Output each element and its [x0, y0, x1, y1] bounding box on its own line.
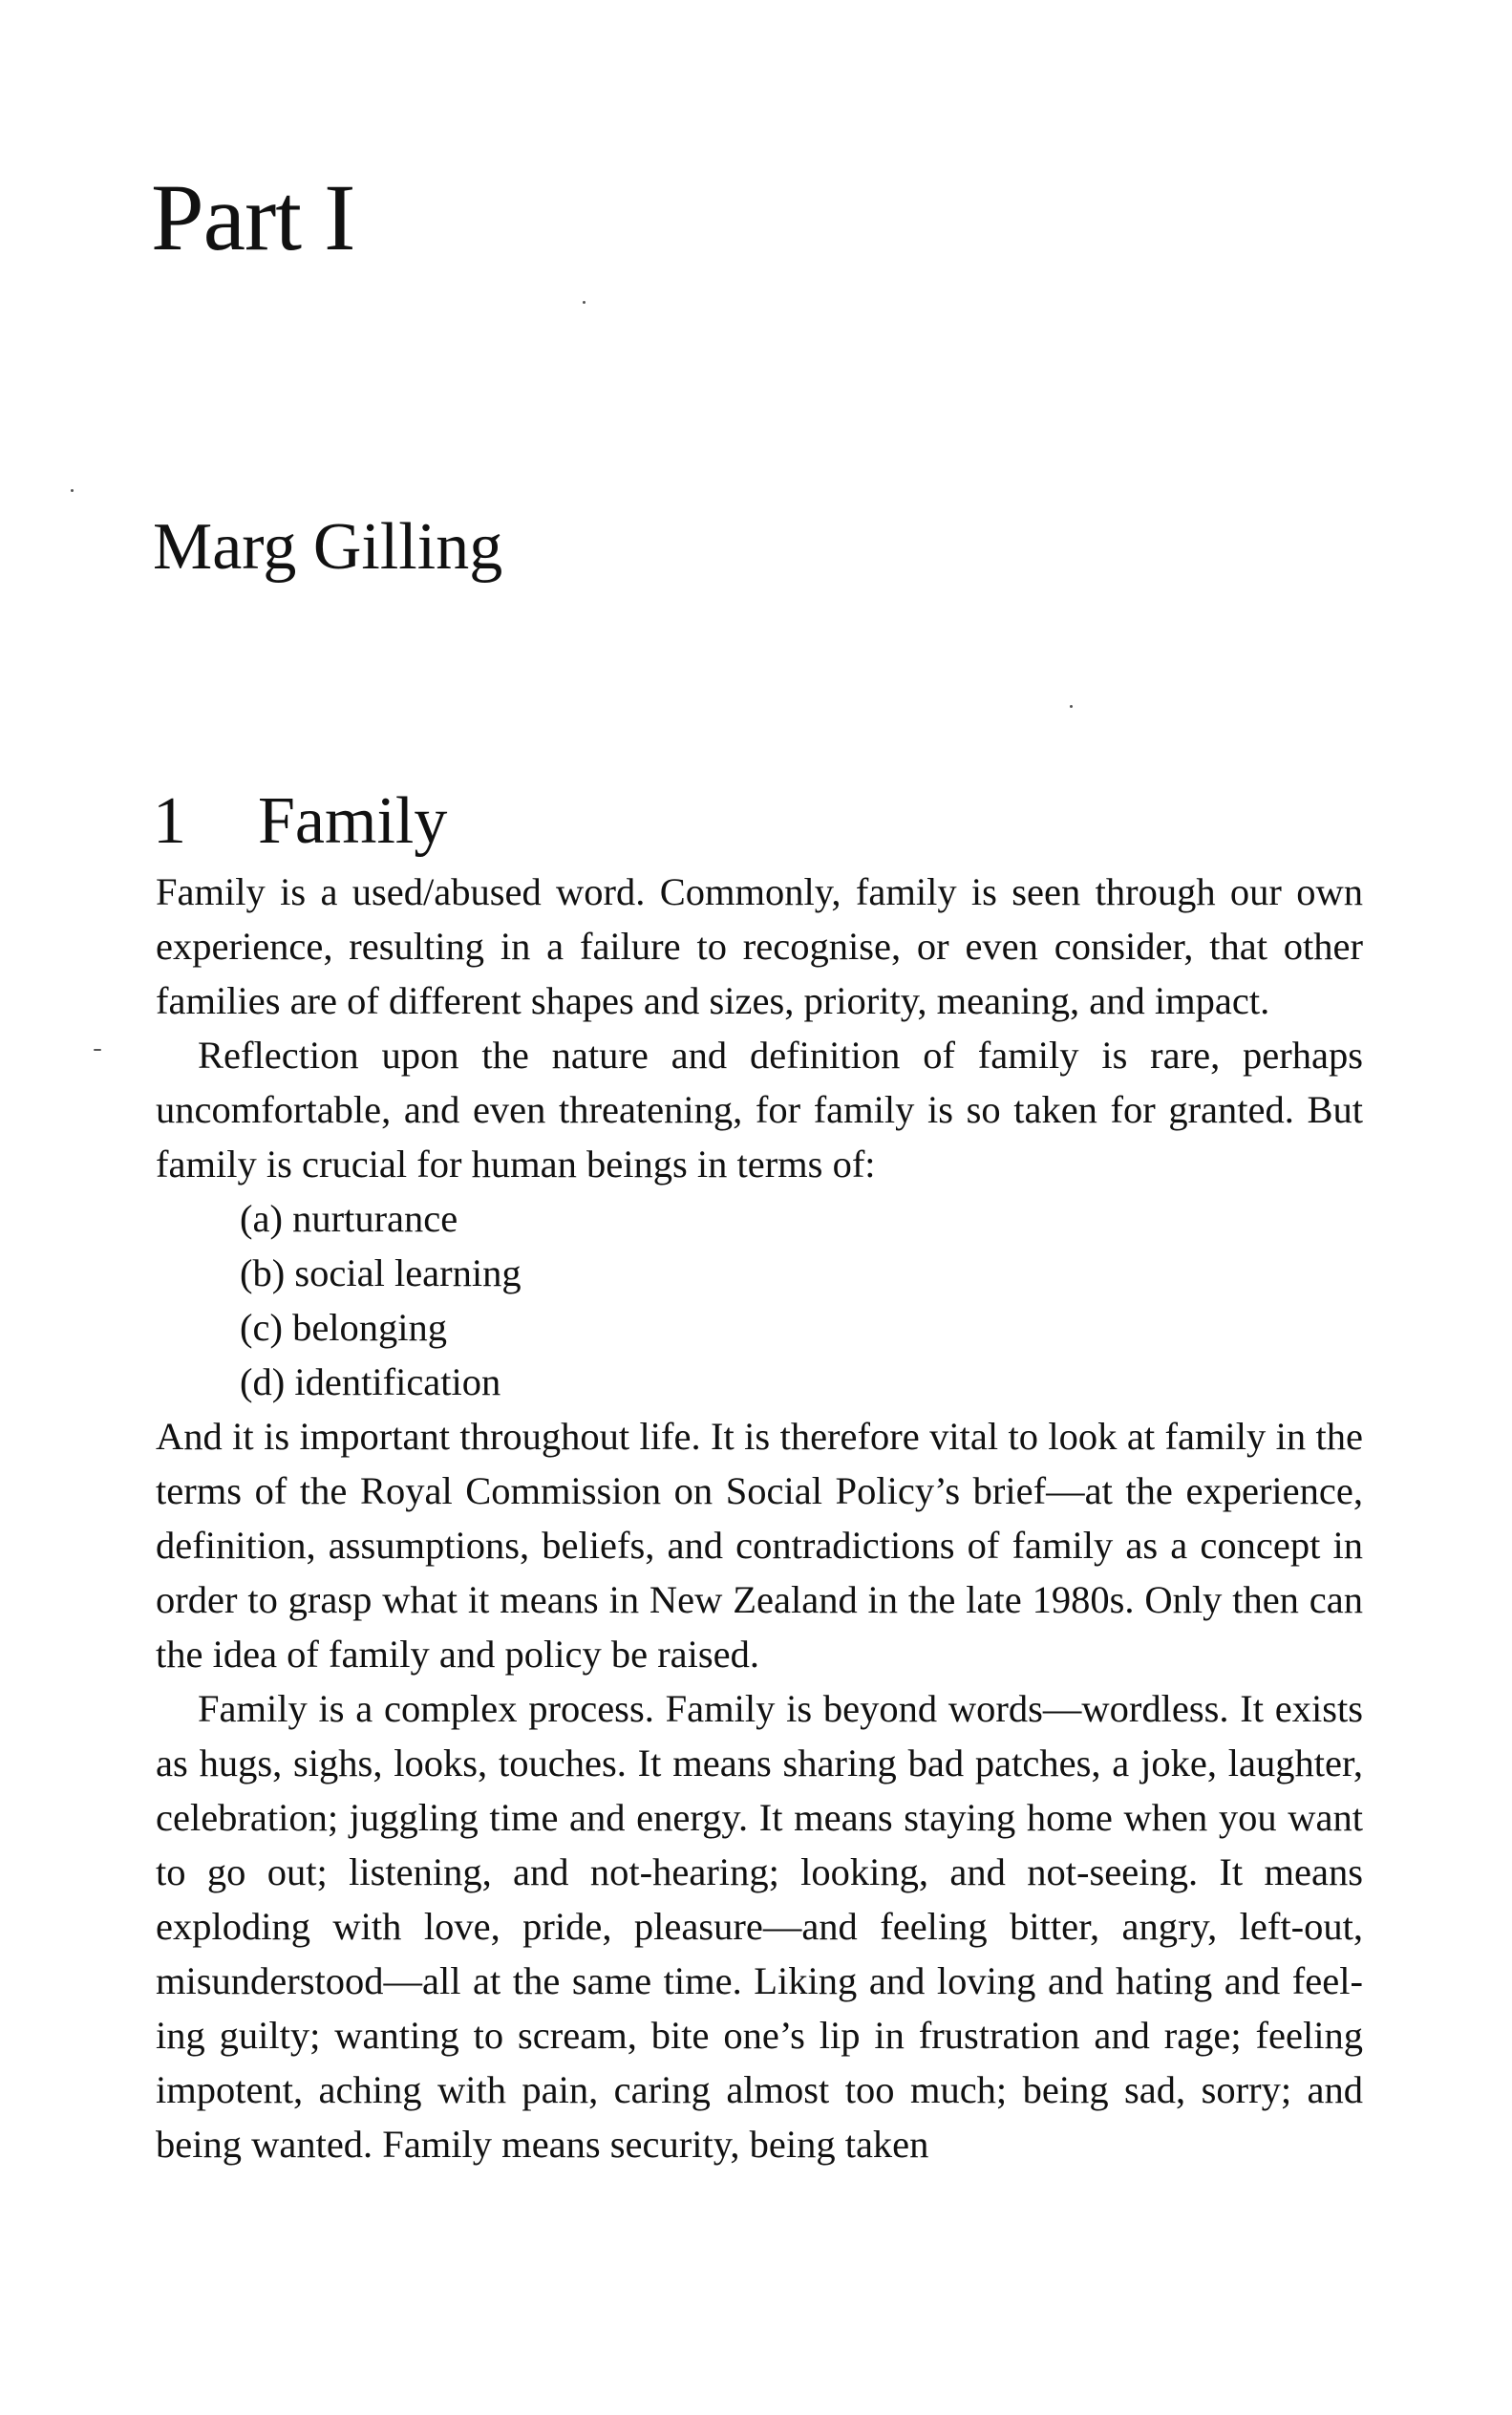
chapter-body — [156, 865, 1363, 2171]
scan-speck — [1070, 705, 1073, 708]
paragraph: Family is a used/abused word. Commonly, family is seen through our own experience, resulting in a failure to recognise, or even consider, that other families are of different shapes and sizes, priority, meaning, and impact. — [156, 870, 1363, 1022]
paragraph: And it is important throughout life. It is therefore vital to look at family in the terms of the Royal Commission on Social Policy’s brief—at the experience, definition, assumptions, beliefs, and contradictions of family as a concept in order to grasp what it means in New Zealand in the late 1980s. Only then can the idea of family and policy be raised. — [156, 1415, 1363, 1676]
scan-speck — [71, 489, 74, 492]
author-name: Marg Gilling — [153, 510, 503, 584]
factor-list — [156, 1191, 1363, 1409]
scan-speck — [583, 301, 586, 304]
list-item: (b) social learning — [240, 1251, 522, 1294]
scan-speck — [94, 1049, 101, 1051]
list-item: (c) belonging — [240, 1306, 448, 1349]
part-title: Part I — [151, 164, 355, 270]
list-item: (a) nurturance — [240, 1197, 458, 1240]
chapter-heading — [153, 784, 448, 858]
chapter-title: Family — [258, 784, 448, 858]
list-item: (d) identification — [240, 1360, 501, 1403]
paragraph: Reflection upon the nature and definition of family is rare, perhaps uncomfortable, and even threatening, for family is so taken for granted. But family is crucial for human beings in terms of: — [156, 1034, 1363, 1186]
chapter-number: 1 — [153, 784, 186, 858]
paragraph: Family is a complex process. Family is beyond words—wordless. It exists as hugs, sighs, looks, touches. It means sharing bad patches, a joke, laughter, celebration; juggling time and energy. It means staying home when you want to go out; listening, and not-hearing; looking, and not-seeing. It means exploding with love, pride, pleasure—and feeling bitter, angry, left-out, misunderstood—all at the same time. Liking and loving and hating and feeling guilty; wanting to scream, bite one’s lip in frustration and rage; feeling impotent, aching with pain, caring almost too much; being sad, sorry; and being wanted. Family means security, being taken — [156, 1687, 1363, 2166]
